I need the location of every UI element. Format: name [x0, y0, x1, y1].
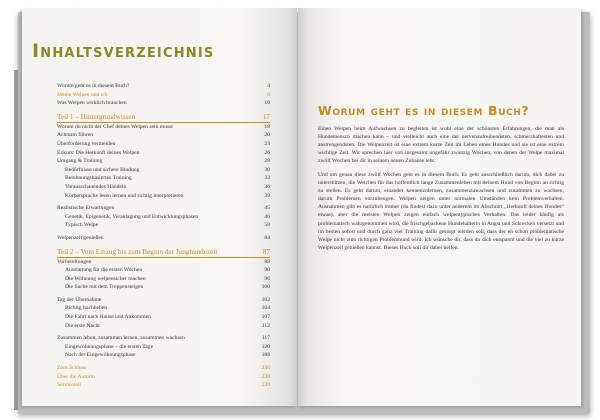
toc-entry [57, 247, 270, 258]
toc-entry-label: Genetik, Epigenetik, Veranlagung und Entwicklungsphasen [65, 213, 199, 220]
toc-entry [57, 234, 270, 243]
toc-entry-label: Richtig hochheben [65, 305, 108, 312]
toc-entry-label: Was Welpen wirklich brauchen [57, 100, 127, 107]
toc-entry-label: Ausstattung für die ersten Wochen [65, 267, 143, 274]
toc-entry-label: Serviceteil [57, 382, 81, 389]
toc-entry-label: Die Fahrt nach Hause und Ankommen [65, 314, 151, 321]
toc-entry-page: 39 [264, 192, 270, 199]
toc-entry-label: Typisch Welpe [65, 222, 99, 229]
toc-entry [57, 99, 270, 108]
toc-entry [57, 112, 270, 123]
toc-entry-page: 10 [264, 100, 270, 107]
toc-entry-label: Überforderung vermeiden [57, 140, 116, 147]
toc-entry-page: 100 [261, 284, 270, 291]
toc-entry [57, 313, 270, 322]
toc-entry-page: 112 [261, 322, 270, 329]
toc-entry-label: Eingewöhnungsphase – die ersten Tage [65, 343, 154, 350]
toc-entry-label: Tag der Übernahme [57, 296, 102, 303]
toc-entry-page: 120 [261, 343, 270, 350]
toc-entry [57, 283, 270, 292]
toc-entry [57, 131, 270, 140]
toc-entry-label: Die erste Nacht [65, 322, 100, 329]
toc-entry [57, 123, 270, 132]
toc-entry-page: 107 [261, 314, 270, 321]
toc-entry [57, 140, 270, 149]
toc-entry-page: 96 [264, 275, 270, 282]
body-paragraph: Und um genau diese zwölf Wochen geht es in diesem Buch. Es geht ausschließlich darum, dich dabei zu unterstützen, die Weichen für das hoffentlich lange Zusammenleben mit deinem Hund von Beginn an richtig zu stellen. Es geht darum, einander kennenzulernen, zusammenzuwachsen und zusammen zu wachsen, darum Problemen vorzubeugen. Welpen zeigen unter normalen Umständen kein Problemverhalten. Ausnahmen gibt es natürlich immer (du findest dazu unter anderem im Abschnitt „Herkunft deines Hundes“ etwas), aber die meisten Welpen zeigen einfach welpentypisches Verhalten. Das leider häufig als problematisch wahrgenommen wird, die frischgebackene Hundehalterin in Angst und Schrecken versetzt und im besten sofort und durch ganz viel Training dafür gesorgt werden soll, dass der eh schon problematische Welpe nicht zum richtigen Problemhund wird. Ich wünsche dir, dass du dich entspannt und die viel zu kurze Welpenzeit genießen kannst. Dieses Buch soll dir dabei helfen. [318, 172, 564, 251]
toc-entry-label: Körpersprache lesen lernen und richtig interpretieren [65, 192, 184, 199]
toc-entry-label: Welpenzeit genießen [57, 234, 104, 241]
toc-entry-label: Zusammen leben, zusammen lernen, zusammen wachsen [57, 335, 185, 342]
toc-entry [57, 149, 270, 158]
toc-entry-page: 26 [264, 149, 270, 156]
toc-entry [57, 343, 270, 352]
toc-entry [57, 157, 270, 166]
toc-entry-label: Nach der Eingewöhnungsphase [65, 352, 136, 359]
chapter-heading: Worum geht es in diesem Buch? [318, 103, 530, 118]
toc-entry [57, 322, 270, 331]
toc-entry-label: Über die Autorin [57, 373, 95, 380]
toc-entry-label: Vorausschauendes Handeln [65, 183, 127, 190]
toc-entry-page: 23 [264, 140, 270, 147]
toc-entry [57, 266, 270, 275]
toc-entry-page: 18 [264, 123, 270, 130]
toc-entry-label: Achtsam führen [57, 132, 93, 139]
toc-entry-label: Exkurs: Die Herkunft deines Welpen [57, 149, 140, 156]
toc-entry [57, 275, 270, 284]
toc-entry [57, 221, 270, 230]
toc-entry-page: 45 [264, 205, 270, 212]
toc-entry [57, 213, 270, 222]
toc-entry-label: Vorbereitungen [57, 258, 92, 265]
toc-entry-page: 239 [261, 382, 270, 389]
toc-entry [57, 258, 270, 267]
toc-entry-label: Die Wohnung welpensicher machen [65, 275, 146, 282]
toc-entry-page: 36 [264, 183, 270, 190]
toc-entry [57, 351, 270, 360]
toc-entry-page: 28 [264, 158, 270, 165]
toc-entry [57, 364, 270, 373]
toc-entry [57, 304, 270, 313]
toc-entry-page: 102 [261, 296, 270, 303]
toc-entry-page: 117 [261, 335, 270, 342]
toc-entry-label: Zum Schluss [57, 365, 87, 372]
toc-entry-label: Teil 1 – Hintergrundwissen [57, 112, 136, 121]
toc-entry-label: Teil 2 – Vom Einzug bis zum Beginn der Junghundezeit [57, 247, 218, 256]
toc-entry [57, 192, 270, 201]
toc-entry-page: 88 [264, 258, 270, 265]
toc-entry-page: 84 [264, 234, 270, 241]
toc-entry-page: 46 [264, 213, 270, 220]
toc-entry [57, 373, 270, 382]
toc-entry [57, 204, 270, 213]
toc-entry-label: Realistische Erwartungen [57, 205, 115, 212]
toc-title: Inhaltsverzeichnis [32, 40, 215, 62]
toc-entry-page: 238 [261, 373, 270, 380]
toc-entry-page: 30 [264, 166, 270, 173]
toc-entry-page: 20 [264, 132, 270, 139]
toc-entry-label: Die Sache mit dem Treppensteigen [65, 284, 144, 291]
toc-entry-label: Belohnungsbasiertes Training [65, 175, 132, 182]
toc-entry [57, 296, 270, 305]
toc-entry-page: 17 [262, 112, 270, 121]
toc-entry-page: 236 [261, 365, 270, 372]
toc-entry-label: Meine Welpen und ich [57, 91, 108, 98]
toc-entry-page: 6 [267, 91, 270, 98]
body-paragraph: Einen Welpen beim Aufwachsen zu begleiten ist wohl eine der schönsten Erfahrungen, die man als Hundemensch machen kann – und vielleicht auch eine der nervenaufreibendsten, schmerzhaftesten und anstrengendsten. Die Welpenzeit ist eine extrem kurze Zeit im Leben eines Hundes und sie ist eine extrem wichtige Zeit. Wir sprechen hier von insgesamt ungefähr zwanzig Wochen, von denen der Welpe maximal zwölf Wochen bei dir in seinem neuen Zuhause lebt. [318, 126, 564, 165]
table-of-contents [57, 82, 270, 390]
toc-entry-page: 104 [261, 305, 270, 312]
toc-entry [57, 91, 270, 100]
toc-entry-label: Worum du nicht der Chef deines Welpen sein musst [57, 123, 173, 130]
toc-entry-label: Worum geht es in diesem Buch? [57, 83, 130, 89]
toc-entry-page: 58 [264, 222, 270, 229]
toc-entry [57, 174, 270, 183]
toc-entry [57, 183, 270, 192]
chapter-body [318, 125, 564, 258]
toc-entry-page: 188 [261, 352, 270, 359]
toc-entry [57, 166, 270, 175]
toc-entry [57, 82, 270, 91]
toc-entry-page: 4 [267, 83, 270, 89]
toc-entry-label: Umgang & Training [57, 158, 103, 165]
toc-entry-page: 33 [264, 175, 270, 182]
toc-entry-page: 87 [262, 247, 270, 256]
toc-entry-label: Bedürfnisse und sichere Bindung [65, 166, 140, 173]
toc-entry-page: 90 [264, 267, 270, 274]
toc-entry [57, 334, 270, 343]
toc-entry [57, 381, 270, 390]
